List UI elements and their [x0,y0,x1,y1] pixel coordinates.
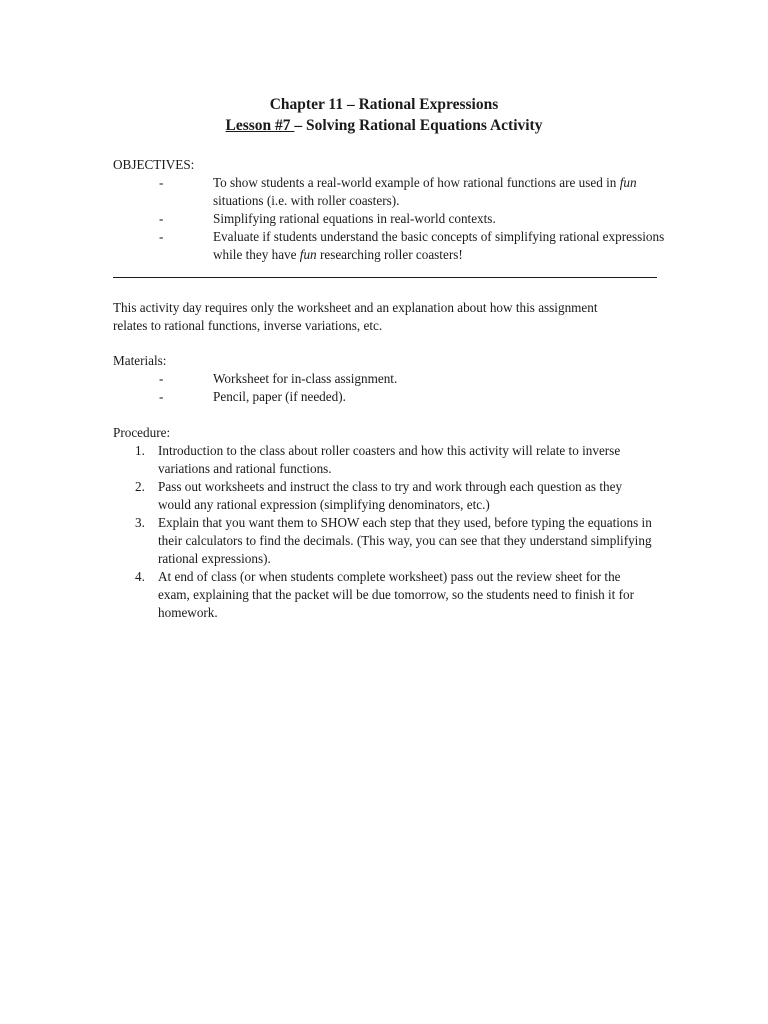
step-text: Pass out worksheets and instruct the class to try and work through each question as they would any rational expression (simplifying denominators, etc.) [158,479,623,512]
step-number: 4. [135,569,145,584]
chapter-title: Chapter 11 – Rational Expressions [269,96,499,113]
material-text: Worksheet for in-class assignment. [213,371,398,386]
step-number: 1. [135,443,145,458]
horizontal-divider [113,277,657,278]
material-item [113,370,673,388]
procedure-step [113,478,653,514]
procedure-step [113,568,653,622]
materials-list [113,370,673,406]
procedure-list [113,442,653,622]
procedure-heading: Procedure: [113,425,171,440]
step-text: Explain that you want them to SHOW each step that they used, before typing the equations in their calculators to find the decimals. (This way, you can see that they understand simplifying rational expressions). [158,515,652,566]
lesson-name: – Solving Rational Equations Activity [294,117,543,134]
emphasis-text: fun [299,247,317,262]
objective-text: To show students a real-world example of how rational functions are used in [213,175,620,190]
bullet-dash: - [159,389,164,404]
objective-text: Evaluate if students understand the basic concepts of simplifying rational expressions while they have [213,229,665,262]
bullet-dash: - [159,211,164,226]
intro-paragraph: This activity day requires only the worksheet and an explanation about how this assignment relates to rational functions, inverse variations, etc. [113,300,598,333]
bullet-dash: - [159,175,164,190]
objective-text-end: researching roller coasters! [316,247,463,262]
objective-item [113,228,673,264]
objectives-section [113,156,673,264]
procedure-step [113,442,653,478]
document-title [0,94,768,136]
material-text: Pencil, paper (if needed). [213,389,346,404]
lesson-number: Lesson #7 [225,117,295,134]
lesson-title [0,115,768,136]
objective-text: Simplifying rational equations in real-world contexts. [213,211,496,226]
step-number: 3. [135,515,145,530]
objective-item [113,174,673,210]
step-number: 2. [135,479,145,494]
emphasis-text: fun [619,175,637,190]
materials-section [113,352,673,406]
step-text: Introduction to the class about roller coasters and how this activity will relate to inverse variations and rational functions. [158,443,621,476]
material-item [113,388,673,406]
objectives-heading: OBJECTIVES: [113,157,195,172]
step-text: At end of class (or when students complete worksheet) pass out the review sheet for the exam, explaining that the packet will be due tomorrow, so the students need to finish it for homework. [158,569,634,620]
procedure-section [113,424,653,622]
objective-item [113,210,673,228]
bullet-dash: - [159,229,164,244]
objectives-list [113,174,673,264]
materials-heading: Materials: [113,353,167,368]
procedure-step [113,514,653,568]
objective-text-end: situations (i.e. with roller coasters). [213,193,400,208]
bullet-dash: - [159,371,164,386]
